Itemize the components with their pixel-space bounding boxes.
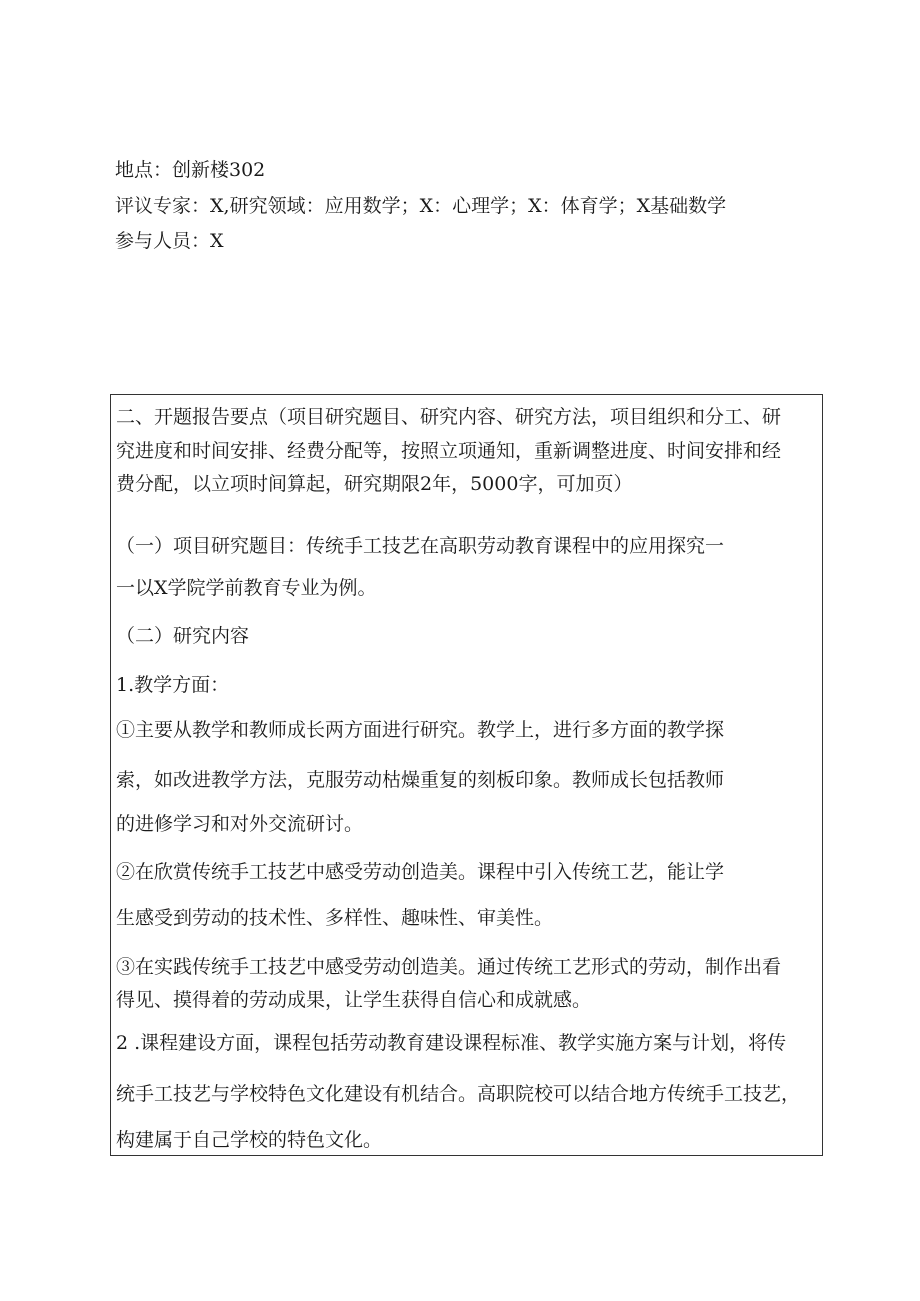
section-heading-line: 费分配，以立项时间算起，研究期限2年，5000字，可加页） bbox=[116, 473, 633, 495]
paragraph-line: 的进修学习和对外交流研讨。 bbox=[116, 813, 364, 835]
location-line: 地点：创新楼302 bbox=[115, 159, 266, 181]
section-heading-line: 究进度和时间安排、经费分配等，按照立项通知，重新调整进度、时间安排和经 bbox=[116, 440, 782, 462]
experts-line: 评议专家：X,研究领域：应用数学；X：心理学；X：体育学；X基础数学 bbox=[115, 195, 727, 217]
teaching-heading: 1.教学方面： bbox=[116, 674, 230, 696]
section-heading-line: 二、开题报告要点（项目研究题目、研究内容、研究方法，项目组织和分工、研 bbox=[116, 406, 782, 428]
paragraph-line: ①主要从教学和教师成长两方面进行研究。教学上，进行多方面的教学探 bbox=[116, 719, 725, 741]
paragraph-line: ②在欣赏传统手工技艺中感受劳动创造美。课程中引入传统工艺，能让学 bbox=[116, 861, 725, 883]
paragraph-line: 2 .课程建设方面，课程包括劳动教育建设课程标准、教学实施方案与计划，将传 bbox=[116, 1032, 787, 1054]
paragraph-line: 索，如改进教学方法，克服劳动枯燥重复的刻板印象。教师成长包括教师 bbox=[116, 769, 725, 791]
paragraph-line: 得见、摸得着的劳动成果，让学生获得自信心和成就感。 bbox=[116, 989, 592, 1011]
participants-line: 参与人员：X bbox=[115, 230, 224, 252]
paragraph-line: 统手工技艺与学校特色文化建设有机结合。高职院校可以结合地方传统手工技艺， bbox=[116, 1083, 801, 1105]
paragraph-line: ③在实践传统手工技艺中感受劳动创造美。通过传统工艺形式的劳动，制作出看 bbox=[116, 956, 782, 978]
project-title-line: （一）项目研究题目：传统手工技艺在高职劳动教育课程中的应用探究一 bbox=[116, 535, 725, 557]
paragraph-line: 构建属于自己学校的特色文化。 bbox=[116, 1129, 383, 1151]
project-title-line: 一以X学院学前教育专业为例。 bbox=[116, 577, 377, 599]
paragraph-line: 生感受到劳动的技术性、多样性、趣味性、审美性。 bbox=[116, 907, 554, 929]
research-content-heading: （二）研究内容 bbox=[116, 625, 250, 647]
